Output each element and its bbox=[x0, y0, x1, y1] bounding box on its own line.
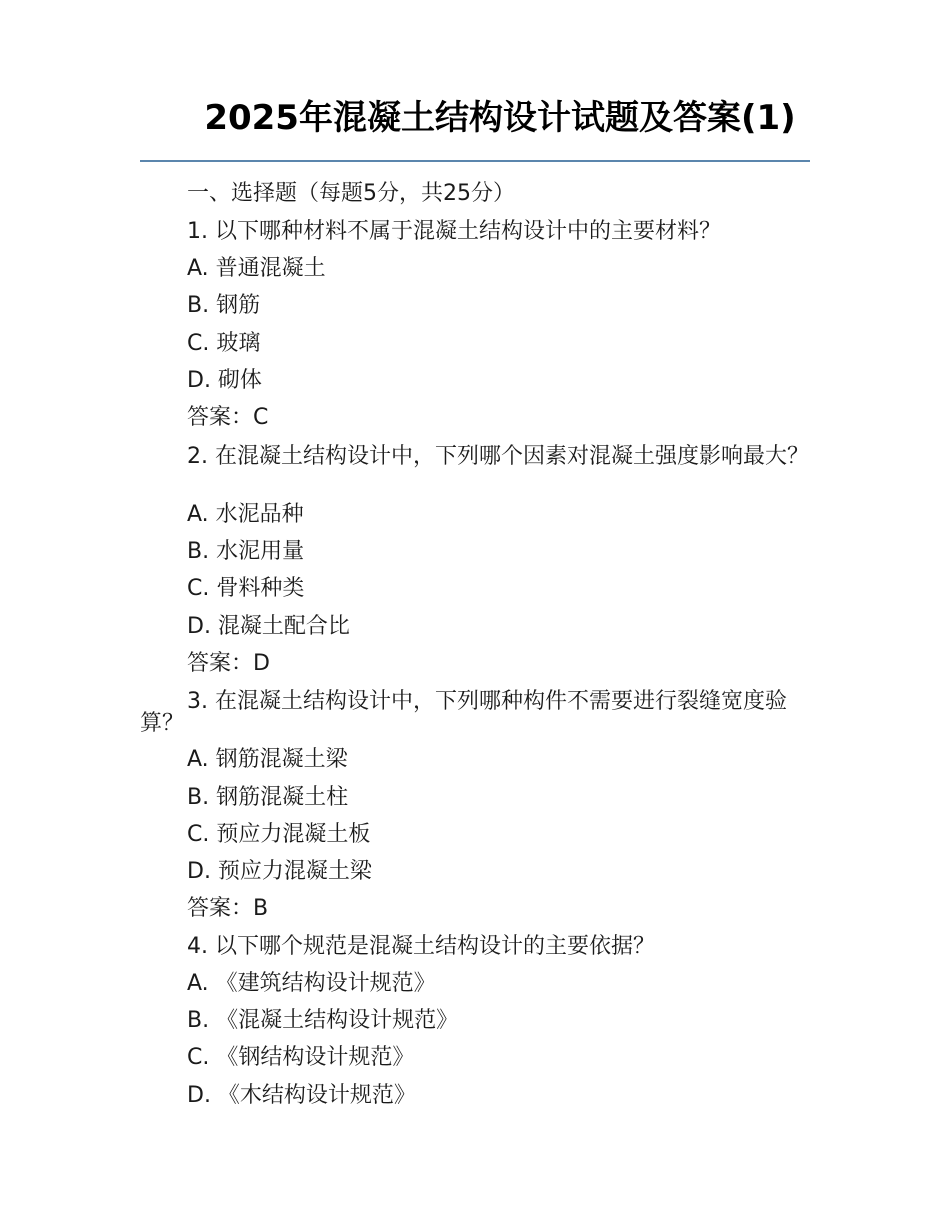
question-4-option-b: B. 《混凝土结构设计规范》 bbox=[187, 1008, 459, 1033]
document-title: 2025年混凝土结构设计试题及答案(1) bbox=[204, 98, 796, 138]
question-3-option-a: A. 钢筋混凝土梁 bbox=[187, 747, 348, 772]
question-1-option-b: B. 钢筋 bbox=[187, 293, 261, 318]
question-2-answer: 答案：D bbox=[187, 651, 270, 676]
question-2-option-b: B. 水泥用量 bbox=[187, 539, 305, 564]
question-4-option-d: D. 《木结构设计规范》 bbox=[187, 1083, 416, 1108]
question-3-option-c: C. 预应力混凝土板 bbox=[187, 822, 371, 847]
question-2-stem: 2. 在混凝土结构设计中，下列哪个因素对混凝土强度影响最大？ bbox=[187, 444, 809, 469]
question-1-option-d: D. 砌体 bbox=[187, 368, 262, 393]
question-3-option-d: D. 预应力混凝土梁 bbox=[187, 859, 372, 884]
title-underline bbox=[140, 160, 810, 162]
question-4-option-c: C. 《钢结构设计规范》 bbox=[187, 1045, 415, 1070]
question-3-answer: 答案：B bbox=[187, 896, 269, 921]
question-1-option-c: C. 玻璃 bbox=[187, 331, 261, 356]
question-3-stem: 3. 在混凝土结构设计中，下列哪种构件不需要进行裂缝宽度验算？ bbox=[140, 689, 787, 736]
question-3-option-b: B. 钢筋混凝土柱 bbox=[187, 785, 349, 810]
question-2-option-c: C. 骨料种类 bbox=[187, 576, 305, 601]
question-2-option-d: D. 混凝土配合比 bbox=[187, 614, 350, 639]
question-1-option-a: A. 普通混凝土 bbox=[187, 256, 326, 281]
question-1-answer: 答案：C bbox=[187, 405, 269, 430]
question-4-stem: 4. 以下哪个规范是混凝土结构设计的主要依据？ bbox=[187, 934, 655, 959]
section-heading: 一、选择题（每题5分，共25分） bbox=[187, 181, 515, 206]
question-1-stem: 1. 以下哪种材料不属于混凝土结构设计中的主要材料？ bbox=[187, 219, 721, 244]
question-2-option-a: A. 水泥品种 bbox=[187, 502, 304, 527]
question-4-option-a: A. 《建筑结构设计规范》 bbox=[187, 971, 436, 996]
